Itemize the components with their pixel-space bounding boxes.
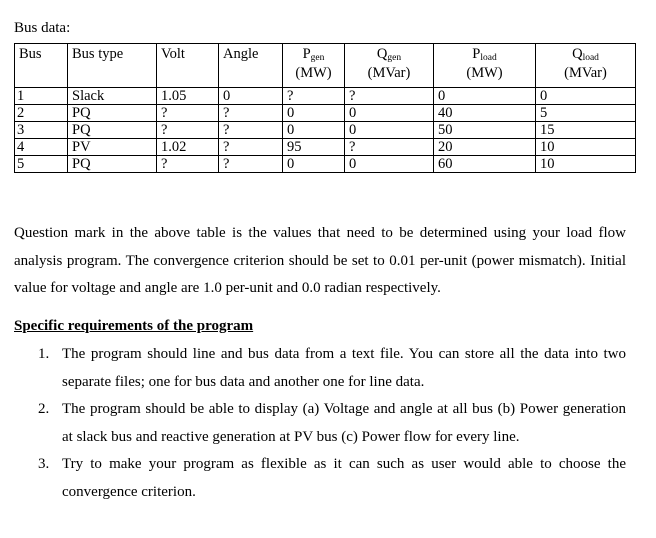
cell-qgen: 0 [345, 122, 434, 139]
list-item-number: 3. [38, 456, 50, 472]
header-pgen [283, 44, 345, 88]
cell-angle: ? [219, 156, 283, 173]
table-row [15, 88, 636, 105]
cell-bus: 3 [15, 122, 68, 139]
cell-bus-type: PQ [68, 105, 157, 122]
table-row [15, 122, 636, 139]
cell-qload: 10 [536, 156, 636, 173]
list-item-number: 2. [38, 401, 50, 417]
header-qgen-sub: gen [387, 53, 402, 63]
table-row [15, 139, 636, 156]
list-item-text: Try to make your program as flexible as it can such as user would able to choose the convergence criterion. [62, 456, 626, 500]
cell-pload: 0 [434, 88, 536, 105]
list-item-text: The program should line and bus data from a text file. You can store all the data into two separate files; one for bus data and another one for line data. [62, 346, 626, 390]
cell-bus-type: PQ [68, 156, 157, 173]
cell-volt: 1.05 [157, 88, 219, 105]
cell-bus-type: Slack [68, 88, 157, 105]
cell-bus: 5 [15, 156, 68, 173]
cell-qload: 10 [536, 139, 636, 156]
instructions-paragraph: Question mark in the above table is the values that need to be determined using your load flow analysis program. The convergence criterion should be set to 0.01 per-unit (power mismatch). Initial value for voltage and angle are 1.0 per-unit and 0.0 radian respectively. [14, 225, 626, 296]
cell-pload: 20 [434, 139, 536, 156]
cell-volt: ? [157, 122, 219, 139]
header-pgen-unit: (MW) [295, 65, 332, 81]
header-pload-main: P [472, 46, 481, 62]
cell-pgen: ? [283, 88, 345, 105]
header-volt: Volt [157, 44, 219, 88]
table-row [15, 105, 636, 122]
header-bus: Bus [15, 44, 68, 88]
bus-data-heading: Bus data: [14, 20, 71, 36]
cell-qload: 5 [536, 105, 636, 122]
header-bus-type: Bus type [68, 44, 157, 88]
cell-bus-type: PV [68, 139, 157, 156]
requirements-list [14, 341, 626, 506]
table-header-row [15, 44, 636, 88]
cell-qgen: ? [345, 139, 434, 156]
cell-angle: ? [219, 122, 283, 139]
header-qgen [345, 44, 434, 88]
cell-pgen: 95 [283, 139, 345, 156]
cell-qload: 0 [536, 88, 636, 105]
header-pgen-sub: gen [310, 53, 325, 63]
table-row [15, 156, 636, 173]
header-pgen-main: P [302, 46, 311, 62]
list-item [14, 451, 626, 506]
cell-bus-type: PQ [68, 122, 157, 139]
header-qgen-main: Q [376, 46, 388, 62]
cell-pgen: 0 [283, 156, 345, 173]
cell-qgen: ? [345, 88, 434, 105]
cell-qload: 15 [536, 122, 636, 139]
header-qload-unit: (MVar) [564, 65, 607, 81]
list-item-number: 1. [38, 346, 50, 362]
bus-data-table [14, 43, 636, 173]
cell-bus: 1 [15, 88, 68, 105]
list-item [14, 341, 626, 396]
cell-bus: 2 [15, 105, 68, 122]
cell-volt: ? [157, 105, 219, 122]
header-angle: Angle [219, 44, 283, 88]
cell-angle: ? [219, 139, 283, 156]
cell-pgen: 0 [283, 122, 345, 139]
cell-angle: 0 [219, 88, 283, 105]
cell-qgen: 0 [345, 105, 434, 122]
cell-angle: ? [219, 105, 283, 122]
cell-bus: 4 [15, 139, 68, 156]
cell-pload: 40 [434, 105, 536, 122]
cell-pgen: 0 [283, 105, 345, 122]
cell-qgen: 0 [345, 156, 434, 173]
cell-pload: 60 [434, 156, 536, 173]
list-item-text: The program should be able to display (a) Voltage and angle at all bus (b) Power generation at slack bus and reactive generation at PV bus (c) Power flow for every line. [62, 401, 626, 445]
list-item [14, 396, 626, 451]
header-pload [434, 44, 536, 88]
cell-pload: 50 [434, 122, 536, 139]
cell-volt: 1.02 [157, 139, 219, 156]
header-qload-main: Q [572, 46, 583, 62]
header-pload-sub: load [480, 53, 497, 63]
header-qload-sub: load [582, 53, 599, 63]
header-pload-unit: (MW) [466, 65, 503, 81]
requirements-title: Specific requirements of the program [14, 318, 254, 334]
header-qload [536, 44, 636, 88]
header-qgen-unit: (MVar) [367, 65, 411, 81]
cell-volt: ? [157, 156, 219, 173]
